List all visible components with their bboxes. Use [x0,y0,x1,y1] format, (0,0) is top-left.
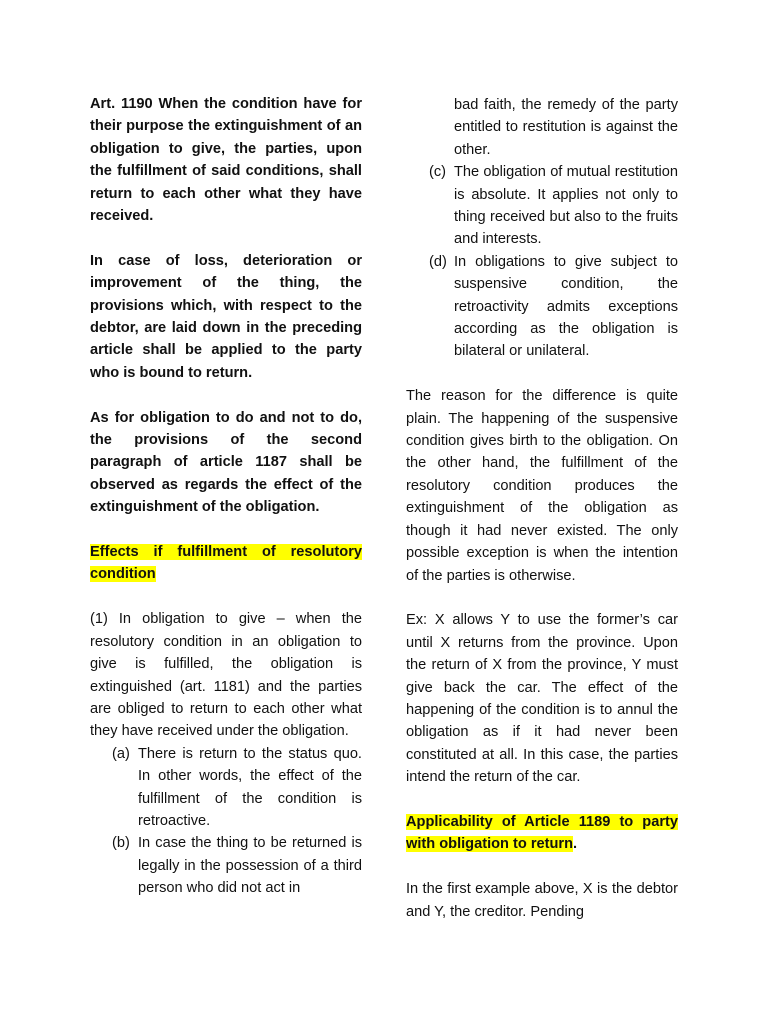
first-example-paragraph: In the first example above, X is the debtor and Y, the creditor. Pending [406,881,678,920]
list-item-d [429,251,678,363]
list-item-text: In obligations to give subject to suspensive condition, the retroactivity admits exceptions according as the obligation is bilateral or unilateral. [454,253,678,360]
effects-list-left [90,743,362,900]
list-item-a [90,743,362,833]
list-marker: (b) [112,835,130,852]
list-item-c [429,161,678,251]
right-column [406,94,678,923]
art-1190-paragraph-2: In case of loss, deterioration or improvement of the thing, the provisions which, with respect to the debtor, are laid down in the preceding article shall be applied to the party who is bound to return. [90,252,362,381]
example-paragraph: Ex: X allows Y to use the former’s car until X returns from the province. Upon the return of X from the province, Y must give back the car. The effect of the happening of the condition is to annul the obligation as if it had never been constituted at all. In this case, the parties intend the return of the car. [406,612,678,786]
left-column [90,93,362,900]
effects-heading-text: Effects if fulfillment of resolutory condition [90,544,362,583]
effects-heading [90,541,362,586]
list-item-text: In case the thing to be returned is legally in the possession of a third person who did not act in [138,835,362,897]
obligation-to-give-paragraph: (1) In obligation to give – when the resolutory condition in an obligation to give is fulfilled, the obligation is extinguished (art. 1181) and the parties are obliged to return to each other what they have received under the obligation. [90,611,362,740]
applicability-heading-period: . [573,836,578,853]
list-item-text: The obligation of mutual restitution is absolute. It applies not only to thing received but also to the fruits and interests. [454,164,678,248]
list-item-b [90,832,362,899]
list-item-text: bad faith, the remedy of the party entitled to restitution is against the other. [454,97,678,158]
list-marker: (a) [112,745,130,762]
reason-paragraph: The reason for the difference is quite plain. The happening of the suspensive condition gives birth to the obligation. On the other hand, the fulfillment of the resolutory condition produces the extinguishment of the obligation as though it had never existed. The only possible exception is when the intention of the parties is otherwise. [406,388,678,584]
list-marker: (d) [429,253,447,270]
list-marker: (c) [429,164,447,181]
art-1190-paragraph-1: Art. 1190 When the condition have for their purpose the extinguishment of an obligation to give, the parties, upon the fulfillment of said conditions, shall return to each other what they have received. [90,96,362,225]
applicability-heading [406,811,678,856]
list-item-b-continued [454,94,678,161]
effects-list-right [429,94,678,363]
list-item-text: There is return to the status quo. In other words, the effect of the fulfillment of the condition is retroactive. [138,745,362,829]
art-1190-paragraph-3: As for obligation to do and not to do, the provisions of the second paragraph of article 1187 shall be observed as regards the effect of the extinguishment of the obligation. [90,409,362,516]
applicability-heading-text: Applicability of Article 1189 to party with obligation to return [406,813,678,853]
